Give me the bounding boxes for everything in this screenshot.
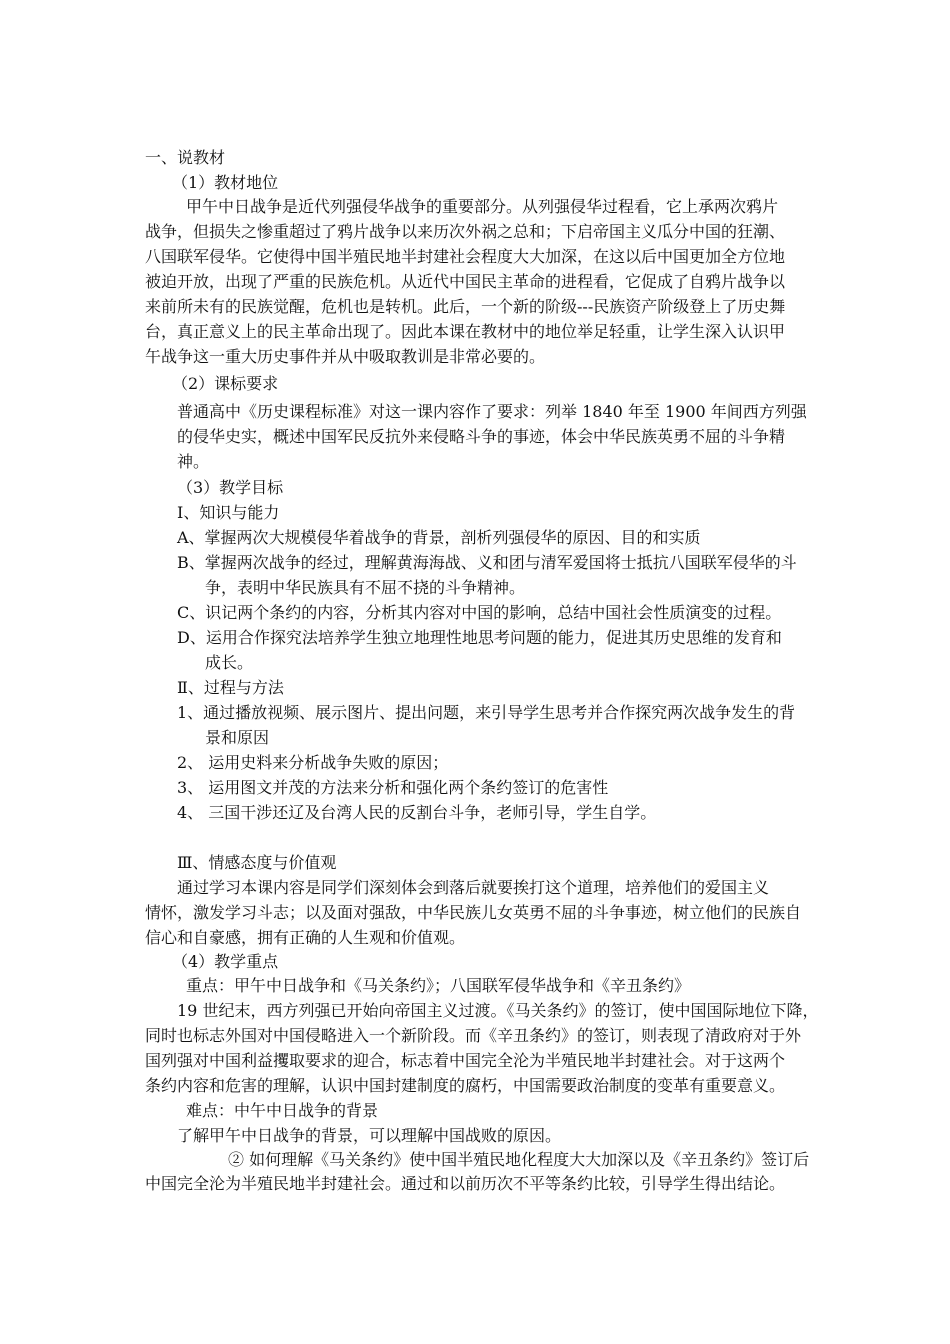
paragraph-line: 条约内容和危害的理解，认识中国封建制度的腐朽，中国需要政治制度的变革有重要意义。 bbox=[145, 1076, 786, 1095]
subheading-textbook-position: （1）教材地位 bbox=[172, 173, 279, 192]
list-item: 4、 三国干涉还辽及台湾人民的反割台斗争，老师引导，学生自学。 bbox=[177, 803, 657, 822]
paragraph-line: 信心和自豪感，拥有正确的人生观和价值观。 bbox=[145, 928, 466, 947]
paragraph-line: 午战争这一重大历史事件并从中吸取教训是非常必要的。 bbox=[145, 347, 546, 366]
paragraph-line: 情怀，激发学习斗志；以及面对强敌，中华民族儿女英勇不屈的斗争事迹，树立他们的民族自 bbox=[145, 903, 802, 922]
paragraph-line: 普通高中《历史课程标准》对这一课内容作了要求：列举 1840 年至 1900 年间西方列强 bbox=[177, 402, 807, 421]
subheading-curriculum: （2）课标要求 bbox=[172, 374, 279, 393]
list-item-continuation: 争，表明中华民族具有不屈不挠的斗争精神。 bbox=[205, 578, 526, 597]
subheading-process: Ⅱ、过程与方法 bbox=[177, 678, 284, 697]
paragraph-line: 神。 bbox=[177, 452, 210, 471]
subheading-key-points: （4）教学重点 bbox=[172, 952, 279, 971]
subheading-teaching-goals: （3）教学目标 bbox=[177, 478, 284, 497]
paragraph-line: 通过学习本课内容是同学们深刻体会到落后就要挨打这个道理，培养他们的爱国主义 bbox=[177, 878, 770, 897]
list-item: 2、 运用史料来分析战争失败的原因； bbox=[177, 753, 449, 772]
paragraph-line: 战争，但损失之惨重超过了鸦片战争以来历次外祸之总和；下启帝国主义瓜分中国的狂潮、 bbox=[145, 222, 786, 241]
list-item: B、掌握两次战争的经过，理解黄海海战、义和团与清军爱国将士抵抗八国联军侵华的斗 bbox=[177, 553, 797, 572]
paragraph-line: 19 世纪末，西方列强已开始向帝国主义过渡。《马关条约》的签订，使中国国际地位下降， bbox=[177, 1001, 819, 1020]
subheading-emotion: Ⅲ、情感态度与价值观 bbox=[177, 853, 337, 872]
list-item-continuation: 景和原因 bbox=[205, 728, 270, 747]
list-item: 3、 运用图文并茂的方法来分析和强化两个条约签订的危害性 bbox=[177, 778, 609, 797]
paragraph-line: 国列强对中国利益攫取要求的迎合，标志着中国完全沦为半殖民地半封建社会。对于这两个 bbox=[145, 1051, 786, 1070]
paragraph-line: 中国完全沦为半殖民地半封建社会。通过和以前历次不平等条约比较，引导学生得出结论。 bbox=[145, 1174, 786, 1193]
paragraph-line: 了解甲午中日战争的背景，可以理解中国战败的原因。 bbox=[177, 1126, 562, 1145]
paragraph-line: 来前所未有的民族觉醒，危机也是转机。此后，一个新的阶级---民族资产阶级登上了历史舞 bbox=[145, 297, 786, 316]
paragraph-line: 被迫开放，出现了严重的民族危机。从近代中国民主革命的进程看，它促成了自鸦片战争以 bbox=[145, 272, 786, 291]
paragraph-line: 甲午中日战争是近代列强侵华战争的重要部分。从列强侵华过程看，它上承两次鸦片 bbox=[186, 197, 779, 216]
list-item: D、运用合作探究法培养学生独立地理性地思考问题的能力，促进其历史思维的发育和 bbox=[177, 628, 782, 647]
paragraph-line: 同时也标志外国对中国侵略进入一个新阶段。而《辛丑条约》的签订，则表现了清政府对于外 bbox=[145, 1026, 802, 1045]
list-item: C、识记两个条约的内容，分析其内容对中国的影响，总结中国社会性质演变的过程。 bbox=[177, 603, 782, 622]
list-item-continuation: 成长。 bbox=[205, 653, 254, 672]
subheading-knowledge: Ⅰ、知识与能力 bbox=[177, 503, 280, 522]
paragraph-line: 的侵华史实，概述中国军民反抗外来侵略斗争的事迹，体会中华民族英勇不屈的斗争精 bbox=[177, 427, 786, 446]
paragraph-line: 台，真正意义上的民主革命出现了。因此本课在教材中的地位举足轻重，让学生深入认识甲 bbox=[145, 322, 786, 341]
list-item: A、掌握两次大规模侵华着战争的背景，剖析列强侵华的原因、目的和实质 bbox=[177, 528, 701, 547]
difficulty-line: 难点：中午中日战争的背景 bbox=[186, 1101, 379, 1120]
heading-section-1: 一、说教材 bbox=[145, 148, 226, 167]
paragraph-line: 八国联军侵华。它使得中国半殖民地半封建社会程度大大加深，在这以后中国更加全方位地 bbox=[145, 247, 786, 266]
list-item: 1、通过播放视频、展示图片、提出问题，来引导学生思考并合作探究两次战争发生的背 bbox=[177, 703, 796, 722]
key-point-line: 重点：甲午中日战争和《马关条约》；八国联军侵华战争和《辛丑条约》 bbox=[186, 976, 691, 995]
paragraph-line: ② 如何理解《马关条约》使中国半殖民地化程度大大加深以及《辛丑条约》签订后 bbox=[228, 1150, 810, 1169]
